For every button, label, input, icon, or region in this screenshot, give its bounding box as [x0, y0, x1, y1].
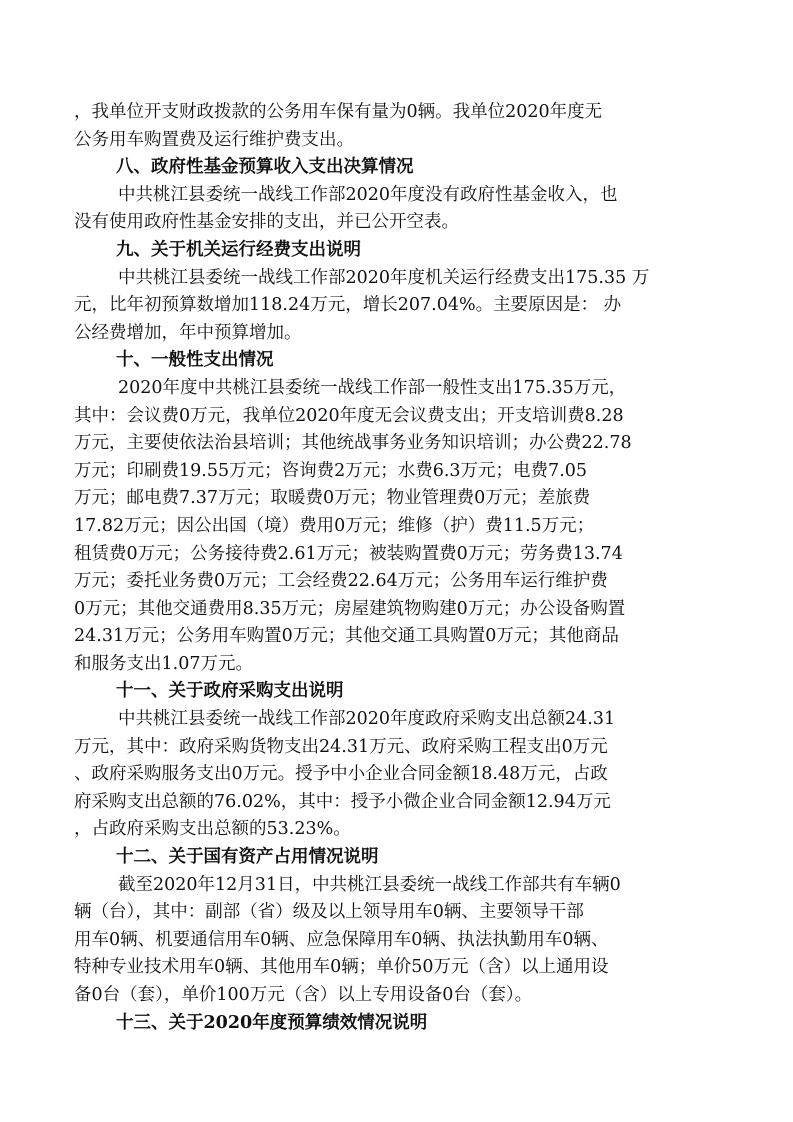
paragraph-line: ，占政府采购支出总额的53.23%。: [74, 819, 351, 840]
paragraph-line: 辆（台），其中：副部（省）级及以上领导用车0辆、主要领导干部: [74, 902, 584, 923]
paragraph-line: 万元；邮电费7.37万元；取暖费0万元；物业管理费0万元；差旅费: [74, 488, 591, 509]
document-body: [74, 99, 719, 1037]
paragraph-line: 万元；印刷费19.55万元；咨询费2万元；水费6.3万元；电费7.05: [74, 460, 588, 481]
section-heading: 八、政府性基金预算收入支出决算情况: [116, 157, 414, 178]
section-heading: 十一、关于政府采购支出说明: [116, 681, 344, 702]
paragraph-line: 万元；委托业务费0万元；工会经费22.64万元；公务用车运行维护费: [74, 571, 608, 592]
section-heading: 九、关于机关运行经费支出说明: [116, 239, 361, 260]
paragraph-line: 特种专业技术用车0辆、其他用车0辆；单价50万元（含）以上通用设: [74, 957, 609, 978]
paragraph-line: 和服务支出1.07万元。: [74, 653, 253, 674]
paragraph-line: 中共桃江县委统一战线工作部2020年度政府采购支出总额24.31: [118, 709, 616, 730]
section-heading: 十二、关于国有资产占用情况说明: [116, 847, 379, 868]
paragraph-line: 备0台（套），单价100万元（含）以上专用设备0台（套）。: [74, 985, 533, 1005]
paragraph-line: 万元，其中：政府采购货物支出24.31万元、政府采购工程支出0万元: [74, 736, 608, 757]
paragraph-line: 17.82万元；因公出国（境）费用0万元；维修（护）费11.5万元；: [74, 515, 595, 536]
paragraph-line: 24.31万元；公务用车购置0万元；其他交通工具购置0万元；其他商品: [74, 626, 619, 647]
paragraph-line: 公经费增加，年中预算增加。: [74, 322, 302, 343]
paragraph-line: 万元，主要使依法治县培训；其他统战事务业务知识培训；办公费22.78: [74, 433, 632, 454]
paragraph-line: 中共桃江县委统一战线工作部2020年度没有政府性基金收入，也: [118, 184, 618, 205]
paragraph-line: 府采购支出总额的76.02%，其中：授予小微企业合同金额12.94万元: [74, 791, 611, 812]
paragraph-line: 2020年度中共桃江县委统一战线工作部一般性支出175.35万元，: [118, 377, 627, 398]
paragraph-line: ，我单位开支财政拨款的公务用车保有量为0辆。我单位2020年度无: [74, 102, 603, 122]
paragraph-line: 租赁费0万元；公务接待费2.61万元；被装购置费0万元；劳务费13.74: [74, 543, 623, 564]
paragraph-line: 0万元；其他交通费用8.35万元；房屋建筑物购建0万元；办公设备购置: [74, 598, 626, 619]
paragraph-line: 元，比年初预算数增加118.24万元，增长207.04%。主要原因是： 办: [74, 295, 622, 316]
paragraph-line: 、政府采购服务支出0万元。授予中小企业合同金额18.48万元，占政: [74, 764, 608, 785]
paragraph-line: 中共桃江县委统一战线工作部2020年度机关运行经费支出175.35 万: [118, 267, 650, 288]
paragraph-line: 公务用车购置费及运行维护费支出。: [74, 129, 354, 150]
paragraph-line: 没有使用政府性基金安排的支出，并已公开空表。: [74, 212, 459, 233]
paragraph-line: 截至2020年12月31日，中共桃江县委统一战线工作部共有车辆0: [118, 874, 621, 895]
paragraph-line: 用车0辆、机要通信用车0辆、应急保障用车0辆、执法执勤用车0辆、: [74, 929, 609, 950]
paragraph-line: 其中：会议费0万元，我单位2020年度无会议费支出；开支培训费8.28: [74, 405, 624, 426]
section-heading: 十、一般性支出情况: [116, 350, 274, 371]
section-heading: 十三、关于2020年度预算绩效情况说明: [116, 1012, 428, 1033]
